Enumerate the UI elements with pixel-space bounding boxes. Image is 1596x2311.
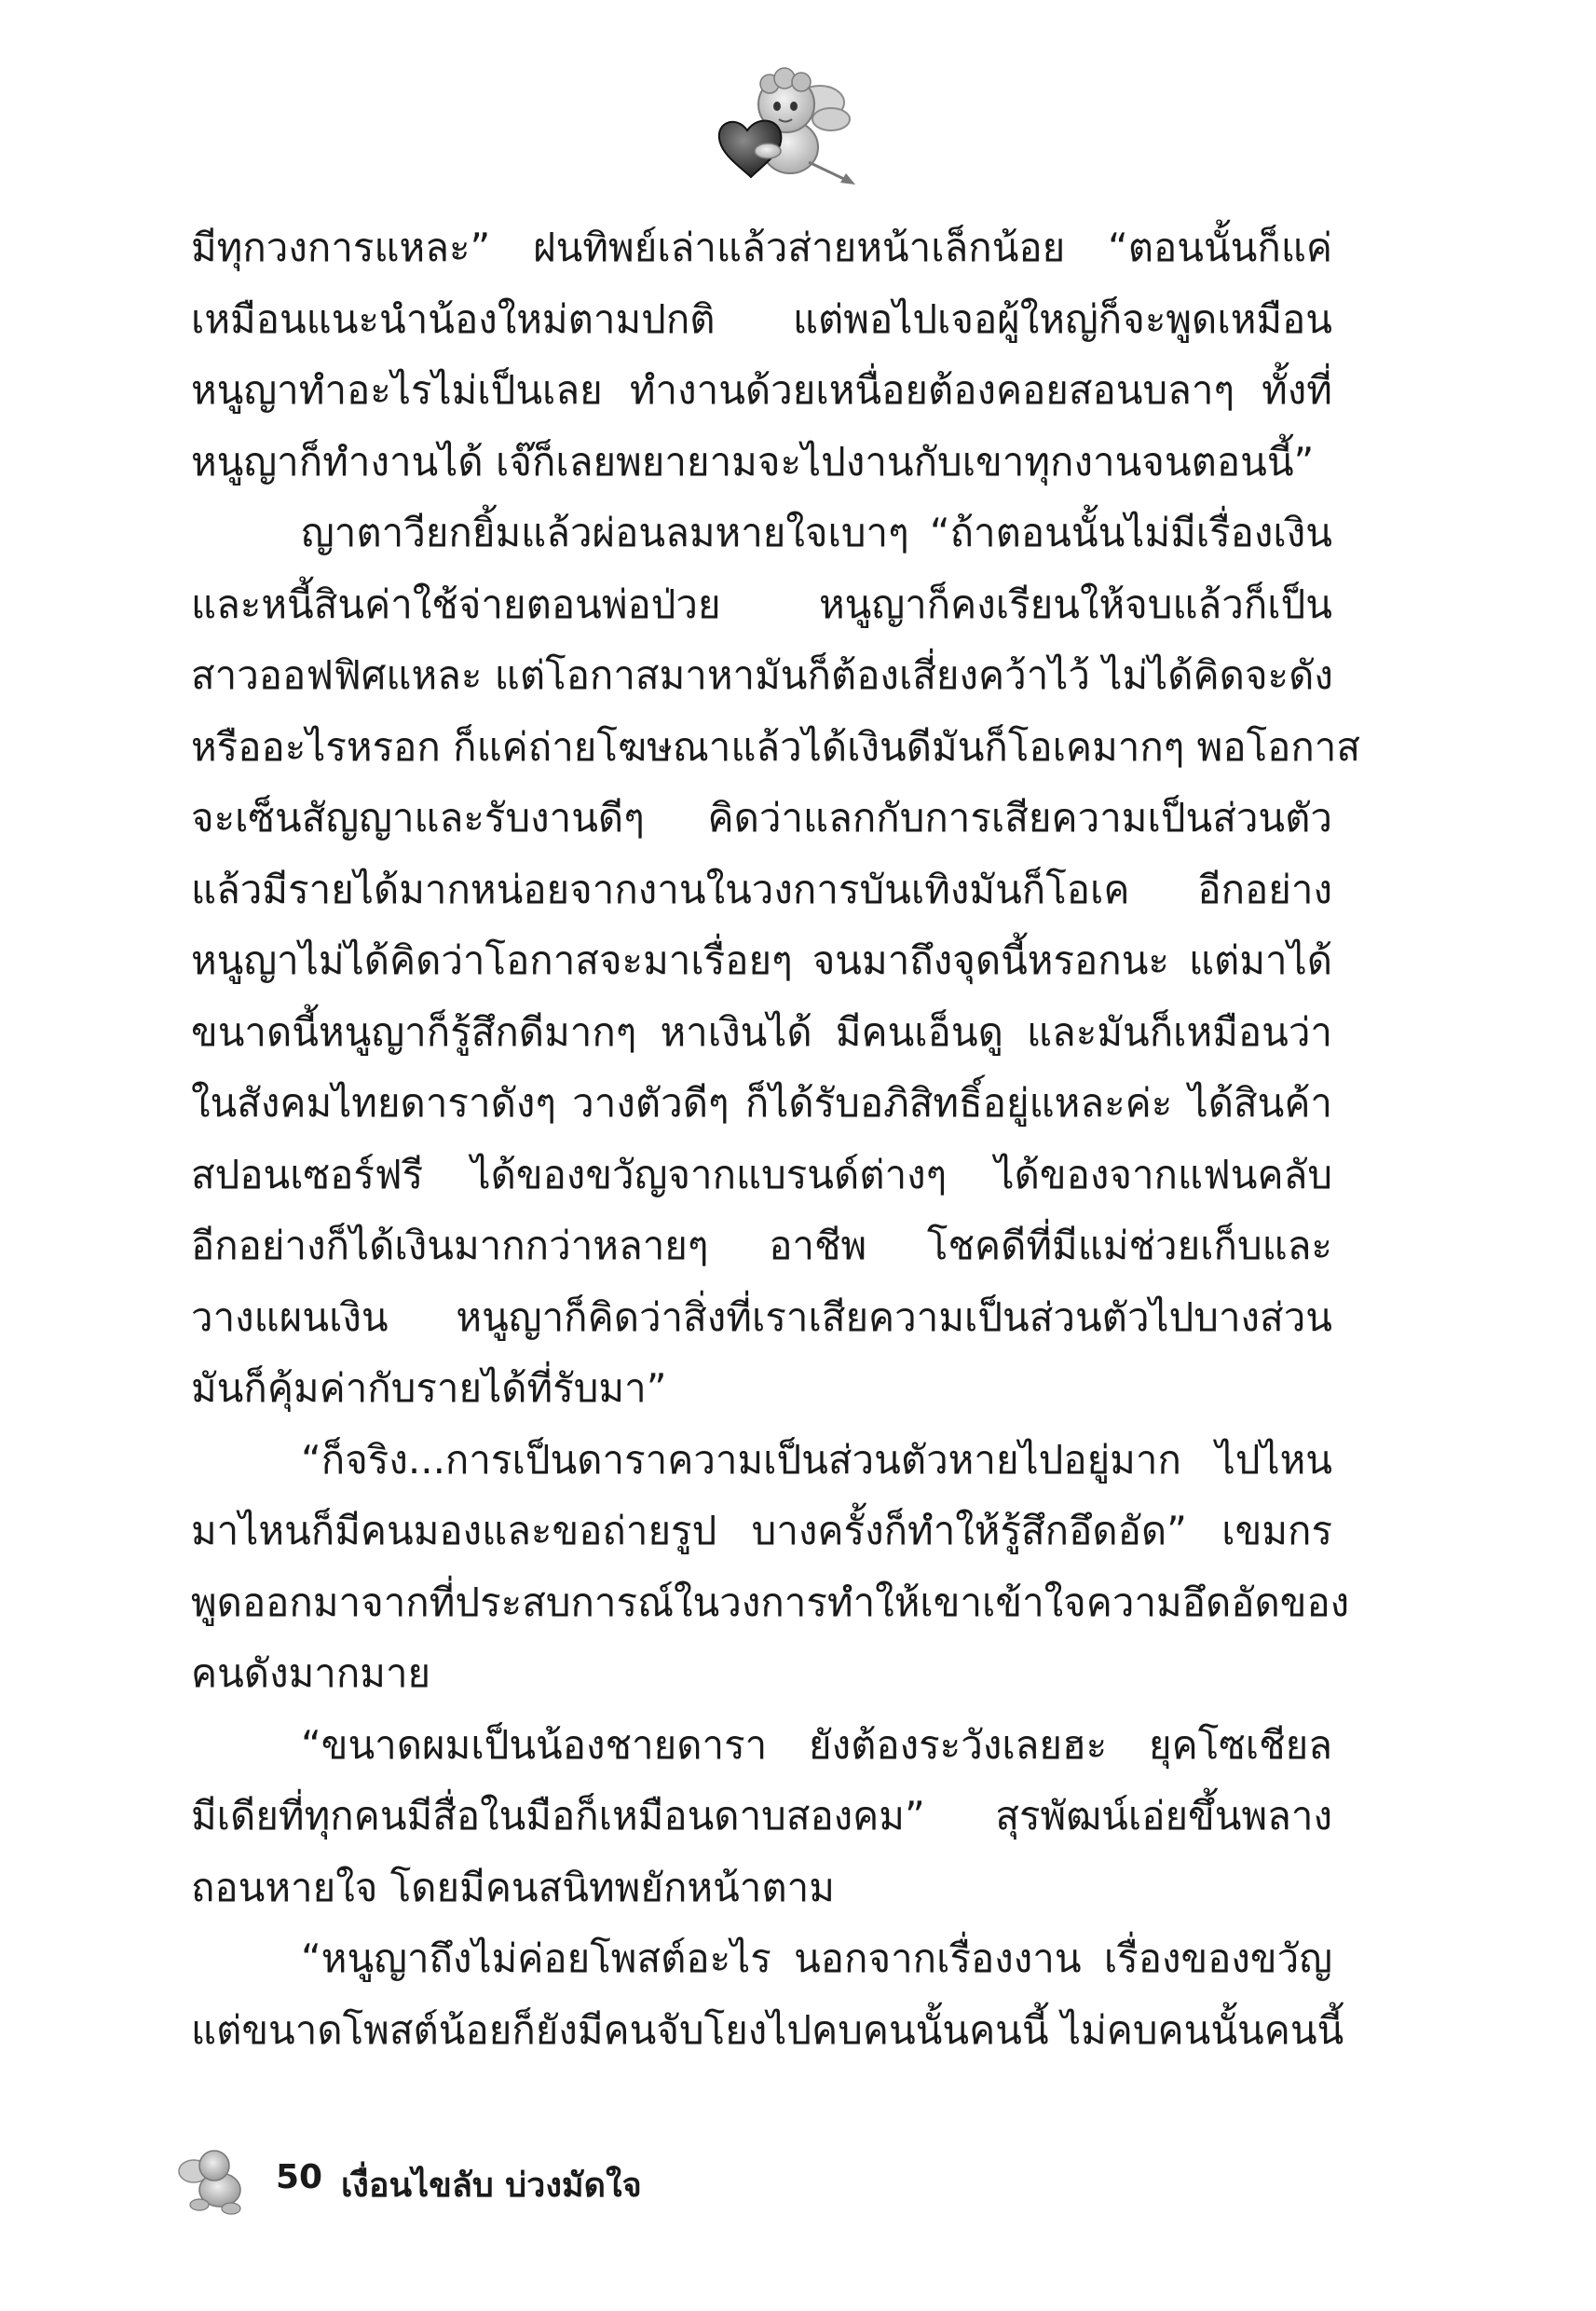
text-line: พูดออกมาจากที่ประสบการณ์ในวงการทำให้เขาเข้าใจความอึดอัดของ: [191, 1579, 1350, 1625]
text-line: สาวออฟฟิศแหละ แต่โอกาสมาหามันก็ต้องเสี่ยงคว้าไว้ ไม่ได้คิดจะดัง: [191, 652, 1333, 698]
text-line: “ขนาดผมเป็นน้องชายดารา ยังต้องระวังเลยฮะ ยุคโซเชียล: [301, 1721, 1332, 1768]
text-line: “ก็จริง...การเป็นดาราความเป็นส่วนตัวหายไปอยู่มาก ไปไหน: [301, 1436, 1332, 1483]
text-line: จะเซ็นสัญญาและรับงานดีๆ คิดว่าแลกกับการเสียความเป็นส่วนตัว: [191, 795, 1332, 841]
running-title: เงื่อนไขลับ บ่วงมัดใจ: [341, 2167, 642, 2205]
cupid-heart-icon: [689, 65, 866, 186]
text-line: อีกอย่างก็ได้เงินมากกว่าหลายๆ อาชีพ โชคดีที่มีแม่ช่วยเก็บและ: [191, 1223, 1332, 1268]
text-line: หรืออะไรหรอก ก็แค่ถ่ายโฆษณาแล้วได้เงินดีมันก็โอเคมากๆ พอโอกาส: [191, 723, 1361, 770]
text-line: สปอนเซอร์ฟรี ได้ของขวัญจากแบรนด์ต่างๆ ได้ของจากแฟนคลับ: [191, 1151, 1332, 1197]
text-line: มีทุกวงการแหละ” ฝนทิพย์เล่าแล้วส่ายหน้าเล็กน้อย “ตอนนั้นก็แค่: [191, 225, 1332, 270]
text-line: มีเดียที่ทุกคนมีสื่อในมือก็เหมือนดาบสองคม” สุรพัฒน์เอ่ยขึ้นพลาง: [191, 1793, 1332, 1839]
text-line: “หนูญาถึงไม่ค่อยโพสต์อะไร นอกจากเรื่องงาน เรื่องของขวัญ: [301, 1935, 1332, 1981]
text-line: หนูญาไม่ได้คิดว่าโอกาสจะมาเรื่อยๆ จนมาถึงจุดนี้หรอกนะ แต่มาได้: [191, 937, 1332, 983]
text-line: ญาตาวียกยิ้มแล้วผ่อนลมหายใจเบาๆ “ถ้าตอนนั้นไม่มีเรื่องเงิน: [301, 510, 1332, 555]
text-line: แล้วมีรายได้มากหน่อยจากงานในวงการบันเทิงมันก็โอเค อีกอย่าง: [191, 866, 1332, 912]
text-line: หนูญาทำอะไรไม่เป็นเลย ทำงานด้วยเหนื่อยต้องคอยสอนบลาๆ ทั้งที่: [191, 367, 1332, 413]
cherub-icon: [175, 2143, 250, 2218]
text-line: วางแผนเงิน หนูญาก็คิดว่าสิ่งที่เราเสียความเป็นส่วนตัวไปบางส่วน: [191, 1293, 1332, 1340]
text-line: ขนาดนี้หนูญาก็รู้สึกดีมากๆ หาเงินได้ มีคนเอ็นดู และมันก็เหมือนว่า: [191, 1008, 1332, 1055]
text-line: แต่ขนาดโพสต์น้อยก็ยังมีคนจับโยงไปคบคนนั้นคนนี้ ไม่คบคนนั้นคนนี้: [191, 2006, 1344, 2053]
text-line: ถอนหายใจ โดยมีคนสนิทพยักหน้าตาม: [191, 1864, 835, 1910]
text-line: เหมือนแนะนำน้องใหม่ตามปกติ แต่พอไปเจอผู้ใหญ่ก็จะพูดเหมือน: [191, 295, 1332, 342]
text-line: คนดังมากมาย: [191, 1650, 431, 1696]
text-line: ในสังคมไทยดาราดังๆ วางตัวดีๆ ก็ได้รับอภิสิทธิ์อยู่แหละค่ะ ได้สินค้า: [191, 1080, 1332, 1126]
text-line: หนูญาก็ทำงานได้ เจ๊ก็เลยพยายามจะไปงานกับเขาทุกงานจนตอนนี้”: [191, 438, 1315, 485]
body-text: [191, 212, 1361, 2066]
text-line: มันก็คุ้มค่ากับรายได้ที่รับมา”: [191, 1365, 667, 1411]
text-line: มาไหนก็มีคนมองและขอถ่ายรูป บางครั้งก็ทำให้รู้สึกอึดอัด” เขมกร: [191, 1508, 1332, 1553]
page-number: 50: [276, 2158, 323, 2196]
text-line: และหนี้สินค่าใช้จ่ายตอนพ่อป่วย หนูญาก็คงเรียนให้จบแล้วก็เป็น: [191, 581, 1332, 627]
page-footer: [175, 2143, 921, 2218]
